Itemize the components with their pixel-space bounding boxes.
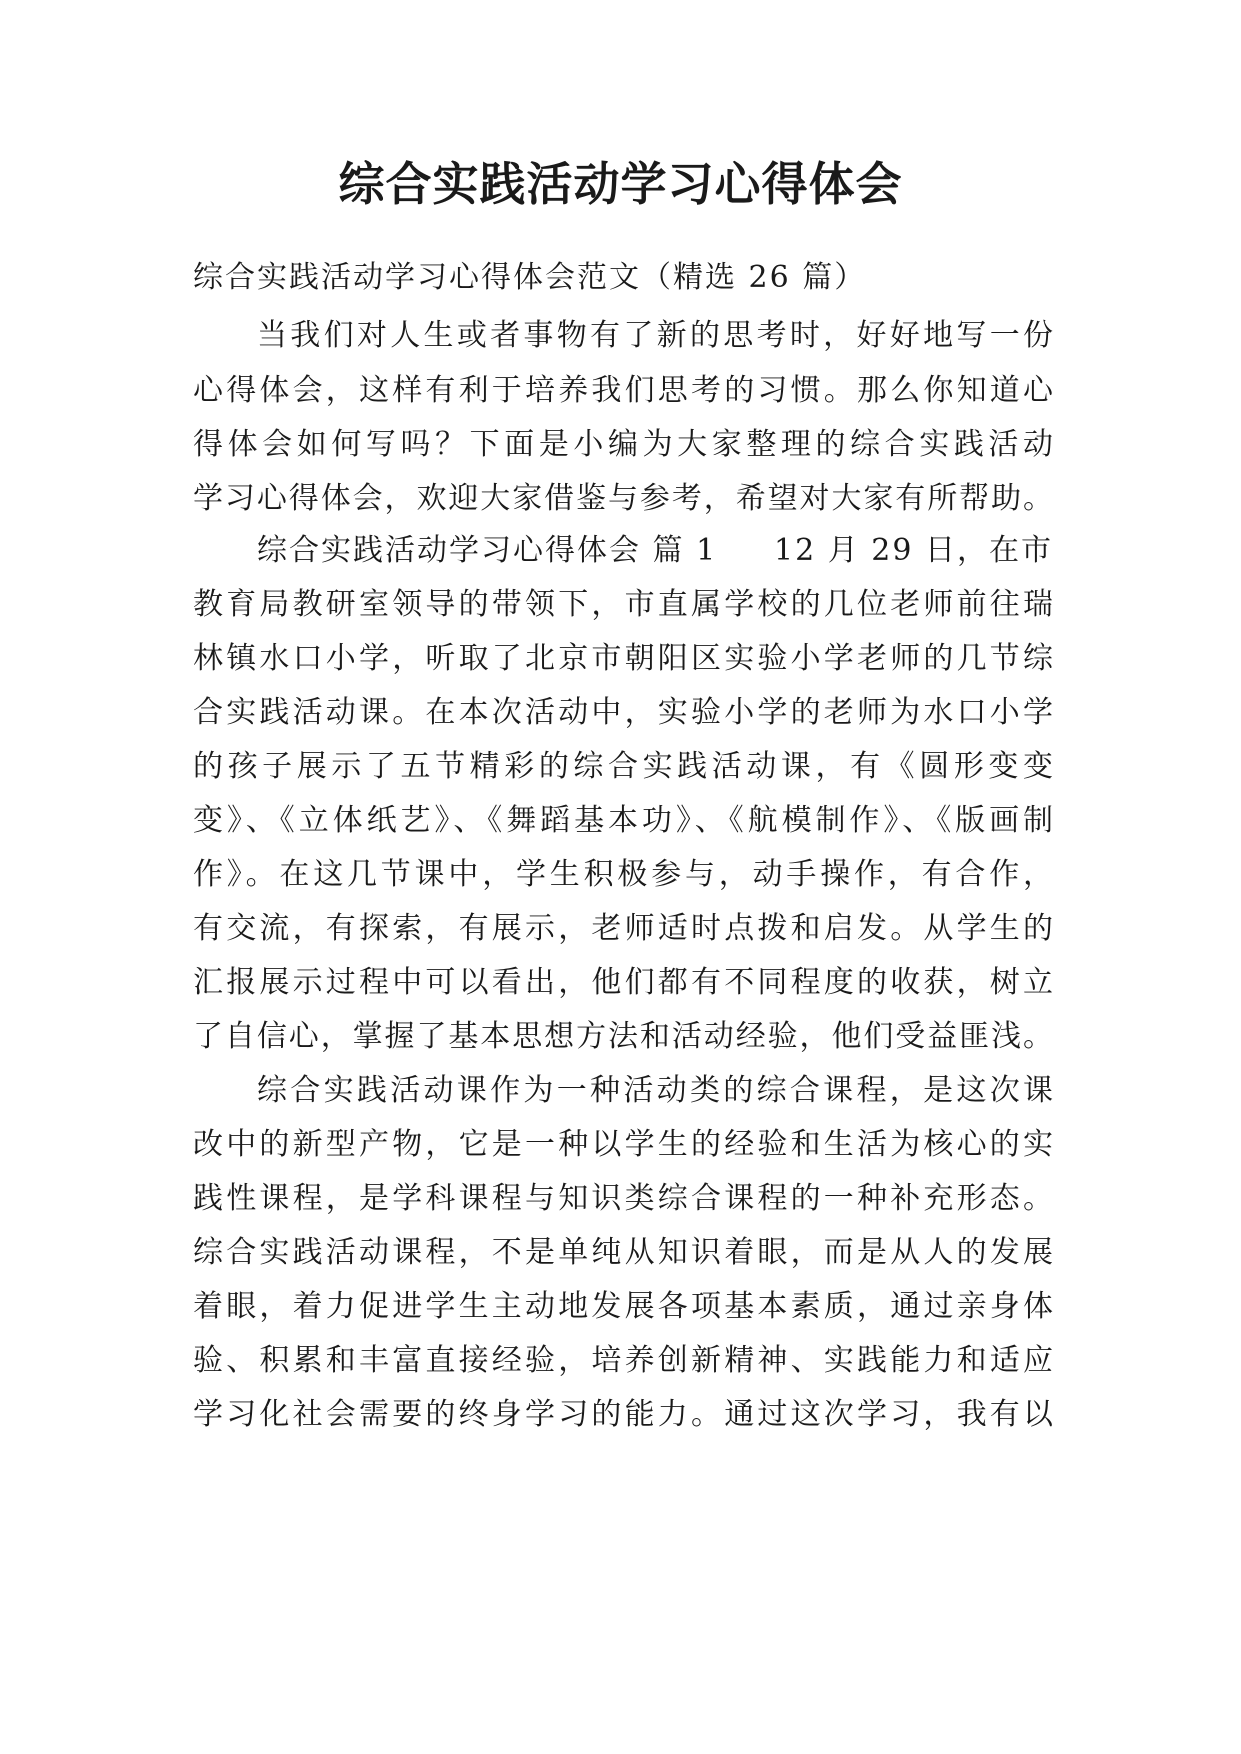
- paragraph-line: 汇报展示过程中可以看出，他们都有不同程度的收获，树立: [193, 965, 1053, 1000]
- paragraph-line: 的孩子展示了五节精彩的综合实践活动课，有《圆形变变: [193, 749, 1053, 784]
- paragraph-line: 有交流，有探索，有展示，老师适时点拨和启发。从学生的: [193, 911, 1053, 946]
- paragraph-line: 合实践活动课。在本次活动中，实验小学的老师为水口小学: [193, 695, 1053, 730]
- paragraph-line: 变》、《立体纸艺》、《舞蹈基本功》、《航模制作》、《版画制: [193, 803, 1053, 838]
- paragraph-line: 心得体会，这样有利于培养我们思考的习惯。那么你知道心: [193, 373, 1053, 408]
- paragraph-line: 综合实践活动课作为一种活动类的综合课程，是这次课: [257, 1073, 1053, 1108]
- paragraph-line: 验、积累和丰富直接经验，培养创新精神、实践能力和适应: [193, 1343, 1053, 1378]
- section-heading: 综合实践活动学习心得体会 篇 1: [257, 533, 718, 568]
- paragraph-line: 教育局教研室领导的带领下，市直属学校的几位老师前往瑞: [193, 587, 1053, 622]
- paragraph-line: 学习心得体会，欢迎大家借鉴与参考，希望对大家有所帮助。: [193, 481, 1053, 516]
- paragraph-line: 得体会如何写吗？下面是小编为大家整理的综合实践活动: [193, 427, 1053, 462]
- document-title: 综合实践活动学习心得体会: [338, 157, 903, 211]
- paragraph-line: 改中的新型产物，它是一种以学生的经验和生活为核心的实: [193, 1127, 1053, 1162]
- paragraph-line: 了自信心，掌握了基本思想方法和活动经验，他们受益匪浅。: [193, 1019, 1053, 1054]
- paragraph-line: 综合实践活动课程，不是单纯从知识着眼，而是从人的发展: [193, 1235, 1053, 1270]
- subtitle-line: 综合实践活动学习心得体会范文（精选 26 篇）: [193, 260, 867, 295]
- paragraph-line: 林镇水口小学，听取了北京市朝阳区实验小学老师的几节综: [193, 641, 1053, 676]
- paragraph-line: 着眼，着力促进学生主动地发展各项基本素质，通过亲身体: [193, 1289, 1053, 1324]
- paragraph-line: 当我们对人生或者事物有了新的思考时，好好地写一份: [257, 318, 1053, 353]
- paragraph-line: 践性课程，是学科课程与知识类综合课程的一种补充形态。: [193, 1181, 1053, 1216]
- paragraph-line: 学习化社会需要的终身学习的能力。通过这次学习，我有以: [193, 1397, 1053, 1432]
- date-text: 12 月 29 日，在市: [774, 533, 1053, 568]
- paragraph-line: 作》。在这几节课中，学生积极参与，动手操作，有合作，: [193, 857, 1053, 892]
